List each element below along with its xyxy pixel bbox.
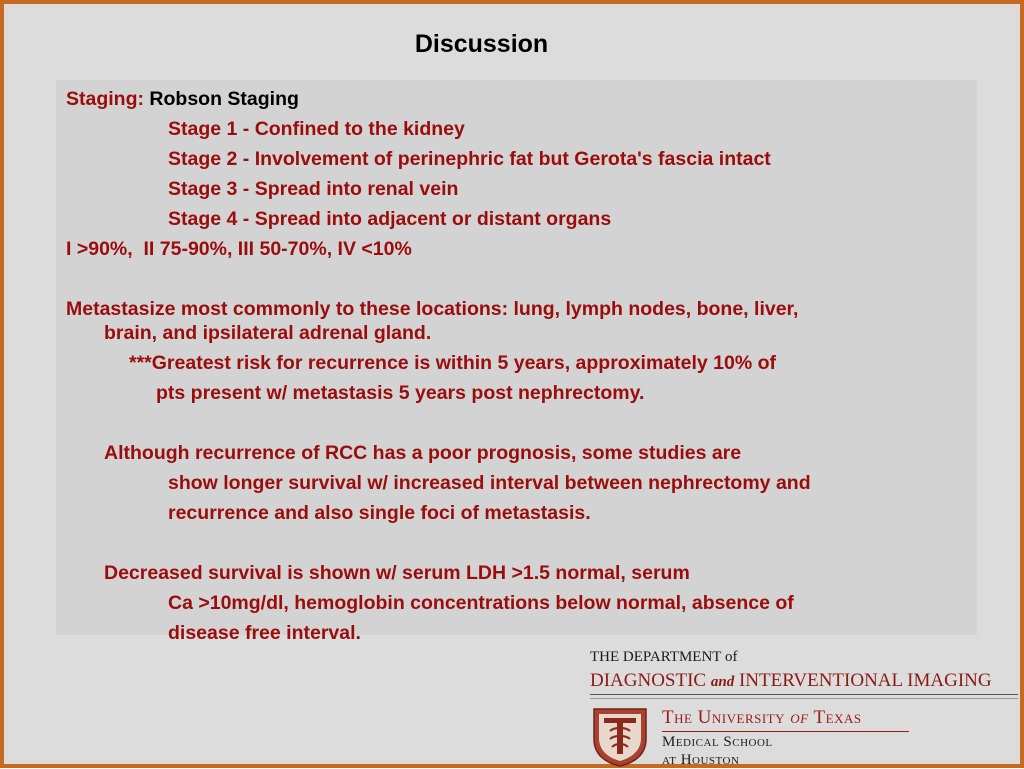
staging-system: Robson Staging [149, 88, 299, 110]
recurrence-line-2: show longer survival w/ increased interval between nephrectomy and [168, 472, 811, 494]
stage-3: Stage 3 - Spread into renal vein [168, 178, 459, 200]
recurrence-line-3: recurrence and also single foci of metastasis. [168, 502, 591, 524]
at-houston: at Houston [662, 752, 740, 768]
department-and: and [710, 674, 735, 690]
university-of: of [790, 707, 809, 728]
university-name [662, 707, 862, 729]
stage-1: Stage 1 - Confined to the kidney [168, 118, 465, 140]
slide-title: Discussion [414, 30, 549, 58]
decreased-survival-line-1: Decreased survival is shown w/ serum LDH >1.5 normal, serum [104, 562, 690, 584]
staging-label: Staging: [66, 88, 144, 110]
footer-rule-top [590, 694, 1018, 695]
university-seal-icon [590, 705, 650, 767]
university-rule [662, 731, 909, 732]
stage-2: Stage 2 - Involvement of perinephric fat but Gerota's fascia intact [168, 148, 771, 170]
footer-rule-bottom [590, 698, 1018, 699]
department-name [590, 670, 992, 692]
stage-4: Stage 4 - Spread into adjacent or distant organs [168, 208, 612, 230]
department-word-1: DIAGNOSTIC [590, 670, 707, 691]
decreased-survival-line-3: disease free interval. [168, 622, 361, 644]
department-word-2: INTERVENTIONAL IMAGING [738, 670, 992, 691]
decreased-survival-line-2: Ca >10mg/dl, hemoglobin concentrations below normal, absence of [168, 592, 794, 614]
metastasis-line-1: Metastasize most commonly to these locations: lung, lymph nodes, bone, liver, [66, 298, 799, 320]
recurrence-line-1: Although recurrence of RCC has a poor prognosis, some studies are [104, 442, 742, 464]
survival-rates: I >90%, II 75-90%, III 50-70%, IV <10% [66, 238, 412, 260]
university-the: The University [662, 707, 786, 728]
university-texas: Texas [813, 707, 862, 728]
department-label: THE DEPARTMENT of [590, 649, 738, 665]
medical-school: Medical School [662, 734, 773, 750]
metastasis-line-3: ***Greatest risk for recurrence is within 5 years, approximately 10% of [129, 352, 777, 374]
staging-heading [66, 87, 299, 111]
metastasis-line-2: brain, and ipsilateral adrenal gland. [104, 322, 432, 344]
metastasis-line-4: pts present w/ metastasis 5 years post nephrectomy. [156, 382, 645, 404]
